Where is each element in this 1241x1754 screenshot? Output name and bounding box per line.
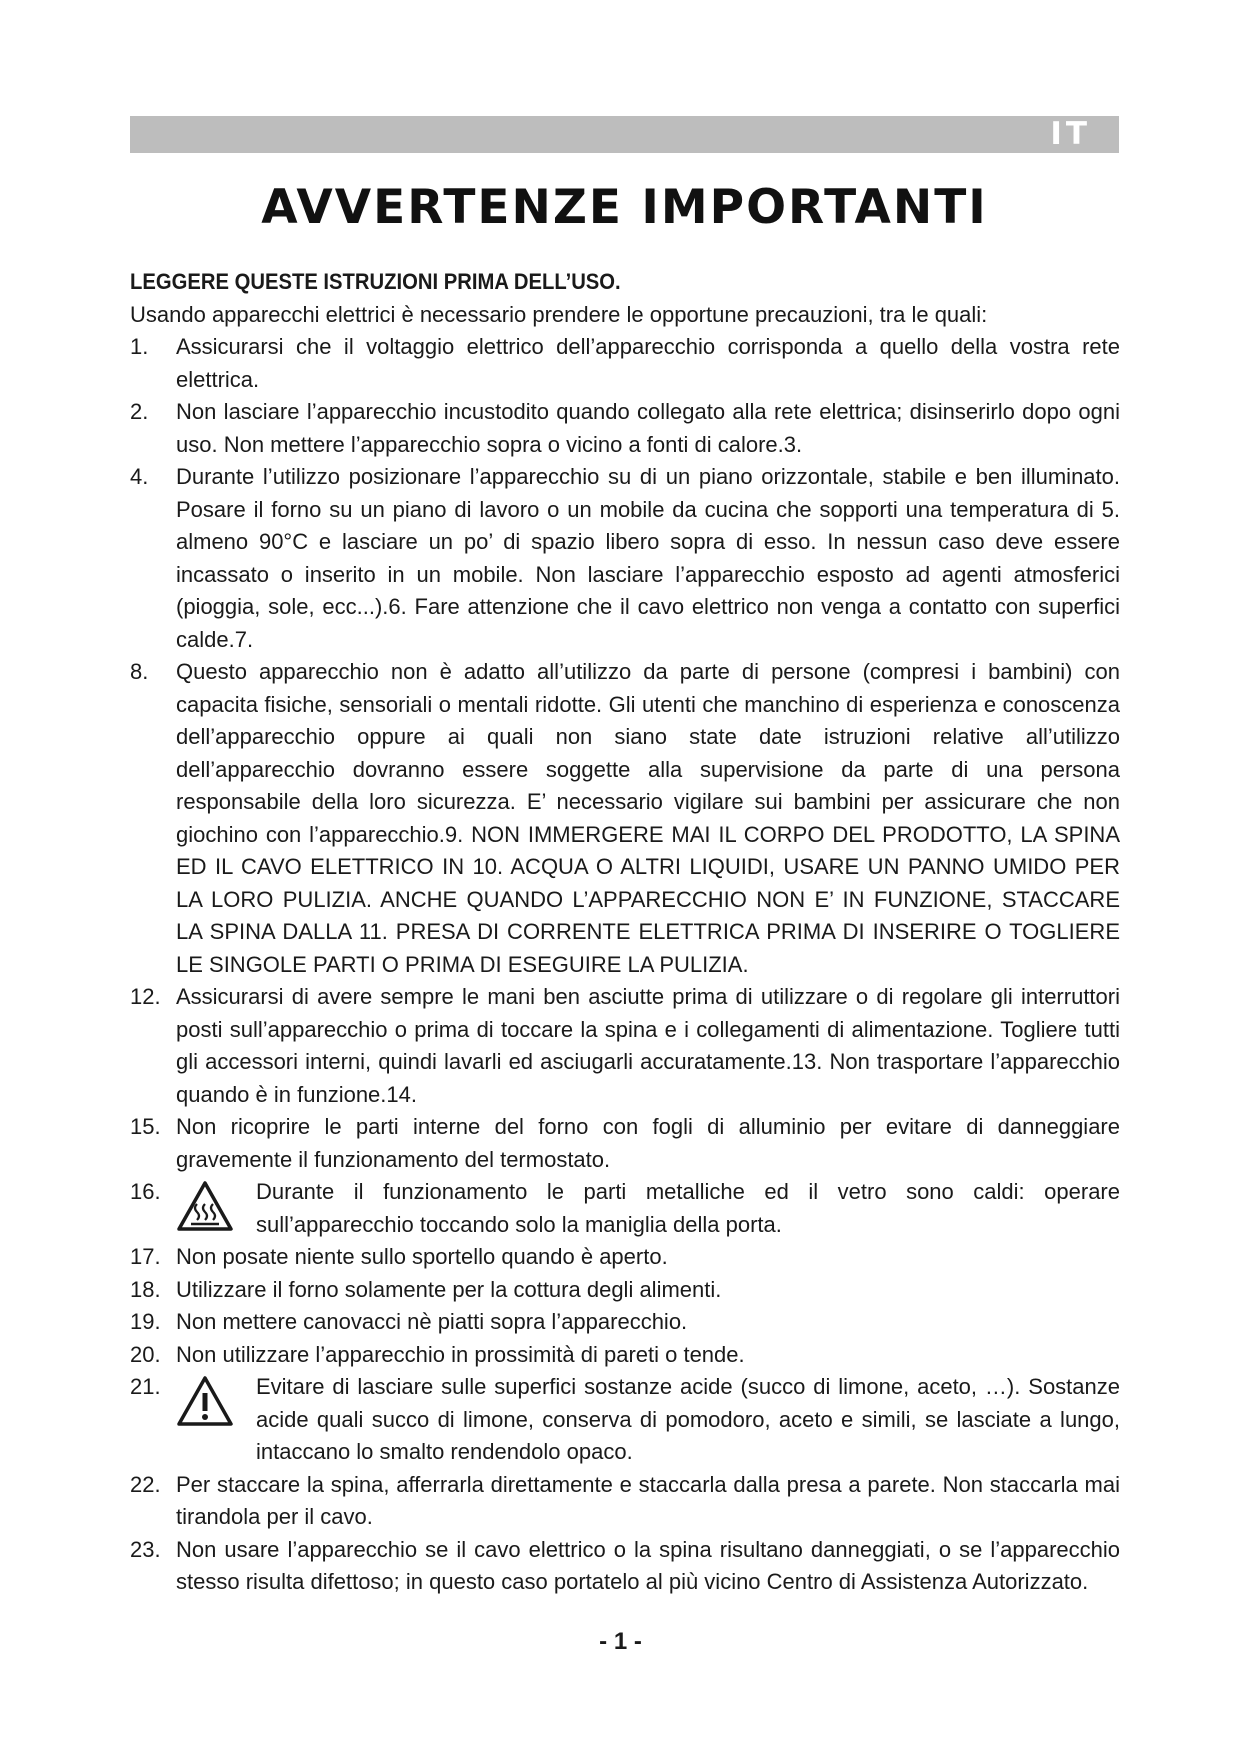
item-text: Questo apparecchio non è adatto all’utilizzo da parte di persone (compresi i bambini) con capacita fisiche, sensoriali o mentali ridotte. Gli utenti che manchino di esperienza e conoscenza dell’apparecchio oppure ai quali non siano state date istruzioni relative all’utilizzo dell’apparecchio dovranno essere soggette alla supervisione da parte di una persona responsabile della loro sicurezza. E’ necessario vigilare sui bambini per assicurare che non giochino con l’apparecchio.9. NON IMMERGERE MAI IL CORPO DEL PRODOTTO, LA SPINA ED IL CAVO ELETTRICO IN 10. ACQUA O ALTRI LIQUIDI, USARE UN PANNO UMIDO PER LA LORO PULIZIA. ANCHE QUANDO L’APPARECCHIO NON E’ IN FUNZIONE, STACCARE LA SPINA DALLA 11. PRESA DI CORRENTE ELETTRICA PRIMA DI INSERIRE O TOGLIERE LE SINGOLE PARTI O PRIMA DI ESEGUIRE LA PULIZIA. bbox=[176, 659, 1120, 977]
item-text: Per staccare la spina, afferrarla direttamente e staccarla dalla presa a parete. Non staccarla mai tirandola per il cavo. bbox=[176, 1471, 1120, 1529]
language-code: IT bbox=[1050, 116, 1091, 152]
item-number: 21. bbox=[130, 1374, 161, 1399]
page-number: - 1 - bbox=[599, 1628, 642, 1655]
item-number: 16. bbox=[130, 1179, 161, 1204]
item-number: 12. bbox=[130, 984, 161, 1009]
item-number: 15. bbox=[130, 1114, 161, 1139]
item-text: Assicurarsi che il voltaggio elettrico dell’apparecchio corrisponda a quello della vostra rete elettrica. bbox=[176, 334, 1120, 392]
page-title: AVVERTENZE IMPORTANTI bbox=[261, 180, 988, 235]
item-number: 23. bbox=[130, 1536, 161, 1562]
item-text: Evitare di lasciare sulle superfici sostanze acide (succo di limone, aceto, …). Sostanze acide quali succo di limone, conserva di pomodoro, aceto e simili, se lasciate a lungo, intaccano lo smalto rendendolo opaco. bbox=[256, 1374, 1120, 1464]
list-item bbox=[130, 1241, 1120, 1274]
instructions-body bbox=[130, 266, 1120, 1599]
item-text: Non ricoprire le parti interne del forno con fogli di alluminio per evitare di danneggiare gravemente il funzionamento del termostato. bbox=[176, 1114, 1120, 1172]
item-text: Non lasciare l’apparecchio incustodito quando collegato alla rete elettrica; disinserirlo dopo ogni uso. Non mettere l’apparecchio sopra o vicino a fonti di calore.3. bbox=[176, 399, 1120, 457]
item-number: 22. bbox=[130, 1471, 161, 1497]
list-item bbox=[130, 331, 1120, 396]
item-number: 18. bbox=[130, 1276, 161, 1302]
item-text: Non utilizzare l’apparecchio in prossimità di pareti o tende. bbox=[176, 1341, 745, 1367]
item-number: 8. bbox=[130, 659, 149, 684]
list-item bbox=[130, 396, 1120, 461]
item-text: Assicurarsi di avere sempre le mani ben asciutte prima di utilizzare o di regolare gli interruttori posti sull’apparecchio o prima di toccare la spina e i collegamenti di alimentazione. Togliere tutti gli accessori interni, quindi lavarli ed asciugarli accuratamente.13. Non trasportare l’apparecchio quando è in funzione.14. bbox=[176, 984, 1120, 1107]
item-text: Non usare l’apparecchio se il cavo elettrico o la spina risultano danneggiati, o se l’apparecchio stesso risulta difettoso; in questo caso portatelo al più vicino Centro di Assistenza Autorizzato. bbox=[176, 1536, 1120, 1594]
subtitle: LEGGERE QUESTE ISTRUZIONI PRIMA DELL’USO. bbox=[130, 269, 621, 294]
hot-surface-warning-icon bbox=[176, 1180, 234, 1232]
list-item bbox=[130, 1111, 1120, 1176]
list-item bbox=[130, 1176, 1120, 1241]
list-item bbox=[130, 1339, 1120, 1372]
list-item bbox=[130, 1469, 1120, 1534]
intro-text: Usando apparecchi elettrici è necessario prendere le opportune precauzioni, tra le quali: bbox=[130, 301, 988, 327]
list-item bbox=[130, 1274, 1120, 1307]
list-item bbox=[130, 461, 1120, 656]
item-text: Utilizzare il forno solamente per la cottura degli alimenti. bbox=[176, 1276, 722, 1302]
item-number: 4. bbox=[130, 464, 149, 489]
language-header-bar bbox=[130, 116, 1119, 153]
list-item bbox=[130, 1534, 1120, 1599]
item-text: Durante l’utilizzo posizionare l’apparecchio su di un piano orizzontale, stabile e ben illuminato. Posare il forno su un piano di lavoro o un mobile da cucina che sopporti una temperatura di 5. almeno 90°C e lasciare un po’ di spazio libero sopra di esso. In nessun caso deve essere incassato o inserito in un mobile. Non lasciare l’apparecchio esposto ad agenti atmosferici (pioggia, sole, ecc...).6. Fare attenzione che il cavo elettrico non venga a contatto con superfici calde.7. bbox=[176, 464, 1120, 652]
list-item bbox=[130, 656, 1120, 981]
item-text: Non posate niente sullo sportello quando è aperto. bbox=[176, 1244, 668, 1269]
item-number: 19. bbox=[130, 1309, 161, 1334]
caution-warning-icon bbox=[176, 1375, 234, 1427]
item-number: 20. bbox=[130, 1341, 161, 1367]
item-text: Non mettere canovacci nè piatti sopra l’apparecchio. bbox=[176, 1309, 688, 1334]
item-number: 2. bbox=[130, 399, 149, 424]
list-item bbox=[130, 1306, 1120, 1339]
list-item bbox=[130, 1371, 1120, 1469]
item-number: 1. bbox=[130, 334, 149, 359]
item-number: 17. bbox=[130, 1244, 161, 1269]
item-text: Durante il funzionamento le parti metalliche ed il vetro sono caldi: operare sull’apparecchio toccando solo la maniglia della porta. bbox=[256, 1179, 1120, 1237]
list-item bbox=[130, 981, 1120, 1111]
